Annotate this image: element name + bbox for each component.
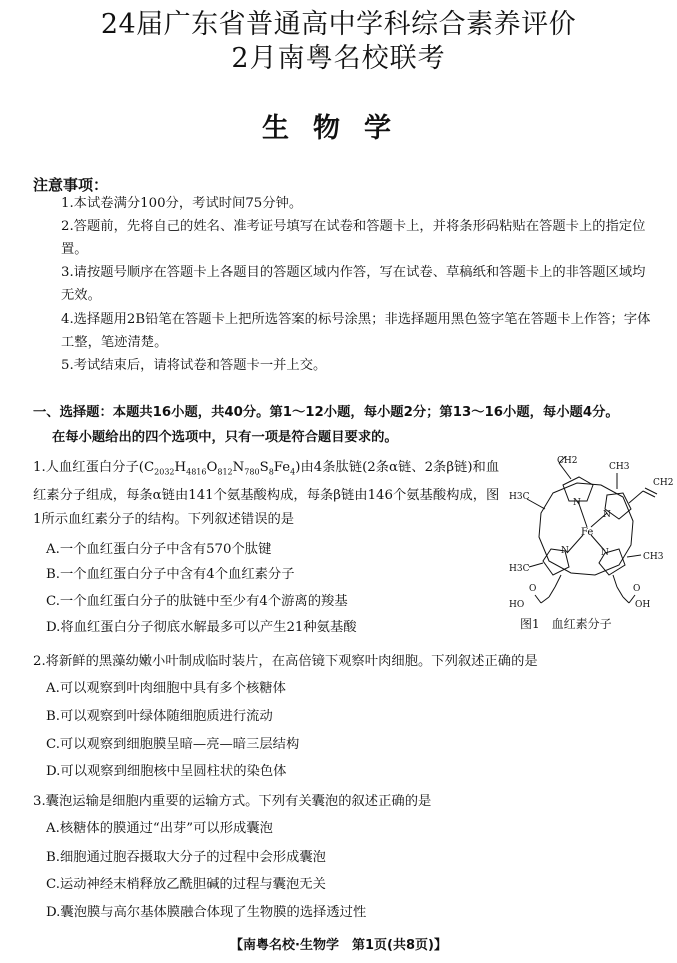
question-3-option-a: A.核糖体的膜通过“出芽”可以形成囊泡 [46,821,273,836]
label-fe: Fe [581,527,594,538]
section-heading: 一、选择题：本题共16小题，共40分。第1～12小题，每小题2分；第13～16小题，每小题4分。 [33,405,619,420]
label-n4: N [561,546,569,556]
exam-title-line1: 24届广东省普通高中学科综合素养评价 [100,9,577,40]
figure-caption: 图1 血红素分子 [520,617,612,631]
question-1-option-b: B.一个血红蛋白分子中含有4个血红素分子 [46,567,295,582]
label-o-right: O [633,584,641,594]
question-1-option-a: A.一个血红蛋白分子中含有570个肽键 [46,542,272,557]
label-ch3-bottom: CH3 [643,552,664,562]
label-ch3-top: CH3 [609,462,630,472]
section-instruction: 在每小题给出的四个选项中，只有一项是符合题目要求的。 [52,430,398,445]
question-1-option-d: D.将血红蛋白分子彻底水解最多可以产生21种氨基酸 [46,620,357,635]
label-ch2-top: CH2 [557,456,578,466]
label-o-left: O [529,584,537,594]
label-h3c-bottom: H3C [509,564,530,574]
page-footer: 【南粤名校·生物学 第1页(共8页)】 [230,938,447,953]
notice-item: 4.选择题用2B铅笔在答题卡上把所选答案的标号涂黑；非选择题用黑色签字笔在答题卡上作答；字体工整，笔迹清楚。 [61,312,651,350]
label-n1: N [573,498,581,508]
question-2-option-a: A.可以观察到叶肉细胞中具有多个核糖体 [46,681,286,696]
label-ch2-right: CH2 [653,478,674,488]
question-2-option-b: B.可以观察到叶绿体随细胞质进行流动 [46,709,273,724]
question-3-stem: 3.囊泡运输是细胞内重要的运输方式。下列有关囊泡的叙述正确的是 [33,794,432,809]
question-2-option-c: C.可以观察到细胞膜呈暗—亮—暗三层结构 [46,737,300,752]
notice-item: 2.答题前，先将自己的姓名、准考证号填写在试卷和答题卡上，并将条形码粘贴在答题卡上的指定位置。 [61,219,646,257]
question-3-option-d: D.囊泡膜与高尔基体膜融合体现了生物膜的选择透过性 [46,905,367,920]
label-cooh-right: OH [635,600,651,610]
label-n2: N [603,510,611,520]
label-cooh-left: HO [509,600,525,610]
exam-title-line2: 2月南粤名校联考 [231,43,446,74]
question-3-option-b: B.细胞通过胞吞摄取大分子的过程中会形成囊泡 [46,850,326,865]
question-2-option-d: D.可以观察到细胞核中呈圆柱状的染色体 [46,764,287,779]
notice-heading: 注意事项： [33,176,109,194]
label-h3c-left: H3C [509,492,530,502]
notice-item: 1.本试卷满分100分，考试时间75分钟。 [61,196,303,211]
question-2-stem: 2.将新鲜的黑藻幼嫩小叶制成临时装片，在高倍镜下观察叶肉细胞。下列叙述正确的是 [33,654,538,669]
heme-structure-figure [505,455,674,615]
question-1-option-c: C.一个血红蛋白分子的肽链中至少有4个游离的羧基 [46,594,348,609]
question-1-stem: 1.人血红蛋白分子$(C_{2032}H_{4816}O_{812}N_{780}S_8Fe_4)$由4条肽链(2条α链、2条β链)和血红素分子组成，每条α链由141个氨基酸构成，每条β链由146个氨基酸构成，图1所示血红素分子的结构。下列叙述错误的是 [33,460,500,527]
subject-title: 生物学 [262,113,415,144]
label-n3: N [601,548,609,558]
notice-item: 5.考试结束后，请将试卷和答题卡一并上交。 [61,358,327,373]
question-3-option-c: C.运动神经末梢释放乙酰胆碱的过程与囊泡无关 [46,877,326,892]
notice-item: 3.请按题号顺序在答题卡上各题目的答题区域内作答，写在试卷、草稿纸和答题卡上的非答题区域均无效。 [61,265,646,303]
